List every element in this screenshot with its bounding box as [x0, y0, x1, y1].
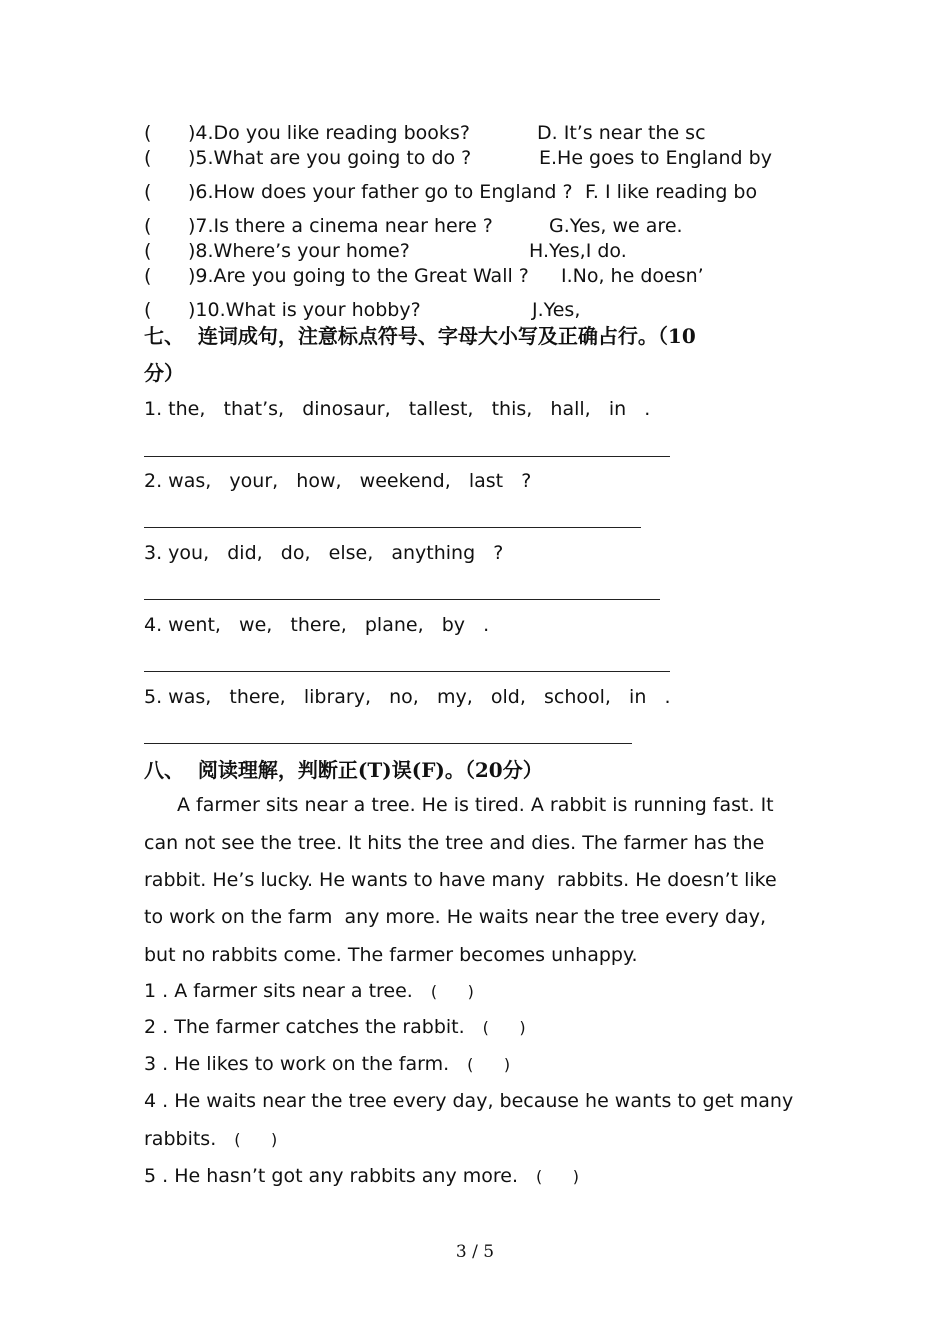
tf-question	[144, 979, 474, 1004]
answer-paren[interactable]: ( )	[482, 1018, 526, 1037]
matching-paren: (	[144, 147, 152, 169]
tf-question	[144, 1164, 579, 1189]
tf-question-text: 3 . He likes to work on the farm.	[144, 1053, 450, 1075]
matching-answer: F. I like reading bo	[585, 181, 758, 203]
answer-line[interactable]	[144, 456, 670, 457]
answer-line[interactable]	[144, 527, 641, 528]
section-7-title: 七、 连词成句，注意标点符号、字母大小写及正确占行。（10	[144, 324, 696, 348]
word-order-item: 1. the, that’s, dinosaur, tallest, this, hall, in .	[144, 398, 651, 420]
answer-paren[interactable]: ( )	[467, 1055, 511, 1074]
tf-question-text: 2 . The farmer catches the rabbit.	[144, 1016, 465, 1038]
answer-line[interactable]	[144, 599, 660, 600]
tf-question	[144, 1015, 526, 1040]
passage-line: but no rabbits come. The farmer becomes unhappy.	[144, 944, 638, 966]
matching-paren: (	[144, 181, 152, 203]
matching-question: )7.Is there a cinema near here ?	[188, 215, 493, 237]
matching-question: )4.Do you like reading books?	[188, 122, 470, 144]
answer-line[interactable]	[144, 671, 670, 672]
matching-answer: E.He goes to England by	[539, 147, 772, 169]
matching-question: )8.Where’s your home?	[188, 240, 410, 262]
matching-paren: (	[144, 299, 152, 321]
tf-question-text: 5 . He hasn’t got any rabbits any more.	[144, 1165, 518, 1187]
word-order-item: 3. you, did, do, else, anything ?	[144, 542, 504, 564]
passage-line: A farmer sits near a tree. He is tired. A rabbit is running fast. It	[177, 794, 774, 816]
passage-line: can not see the tree. It hits the tree and dies. The farmer has the	[144, 832, 765, 854]
answer-paren[interactable]: ( )	[430, 982, 474, 1001]
matching-answer: H.Yes,I do.	[529, 240, 627, 262]
matching-question: )6.How does your father go to England ?	[188, 181, 573, 203]
tf-question	[144, 1089, 793, 1113]
word-order-item: 4. went, we, there, plane, by .	[144, 614, 490, 636]
page-number: 3 / 5	[455, 1242, 495, 1262]
matching-question: )9.Are you going to the Great Wall ?	[188, 265, 529, 287]
matching-answer: G.Yes, we are.	[549, 215, 683, 237]
tf-question	[144, 1052, 510, 1077]
word-order-item: 2. was, your, how, weekend, last ?	[144, 470, 532, 492]
answer-line[interactable]	[144, 743, 632, 744]
matching-answer: J.Yes,	[532, 299, 581, 321]
matching-paren: (	[144, 122, 152, 144]
answer-paren[interactable]: ( )	[234, 1130, 278, 1149]
section-7-title-cont: 分）	[144, 361, 184, 385]
passage-line: to work on the farm any more. He waits near the tree every day,	[144, 906, 766, 928]
matching-question: )10.What is your hobby?	[188, 299, 421, 321]
tf-question-cont	[144, 1127, 277, 1152]
tf-question-text: 1 . A farmer sits near a tree.	[144, 980, 413, 1002]
matching-answer: I.No, he doesn’	[561, 265, 704, 287]
matching-paren: (	[144, 240, 152, 262]
matching-answer: D. It’s near the sc	[537, 122, 706, 144]
tf-question-text: rabbits.	[144, 1128, 217, 1150]
section-8-title: 八、 阅读理解，判断正(T)误(F)。（20分）	[144, 758, 543, 782]
tf-question-text: 4 . He waits near the tree every day, because he wants to get many	[144, 1090, 794, 1112]
matching-paren: (	[144, 215, 152, 237]
matching-question: )5.What are you going to do ?	[188, 147, 472, 169]
passage-line: rabbit. He’s lucky. He wants to have many rabbits. He doesn’t like	[144, 869, 777, 891]
matching-paren: (	[144, 265, 152, 287]
answer-paren[interactable]: ( )	[536, 1167, 579, 1186]
word-order-item: 5. was, there, library, no, my, old, school, in .	[144, 686, 671, 708]
